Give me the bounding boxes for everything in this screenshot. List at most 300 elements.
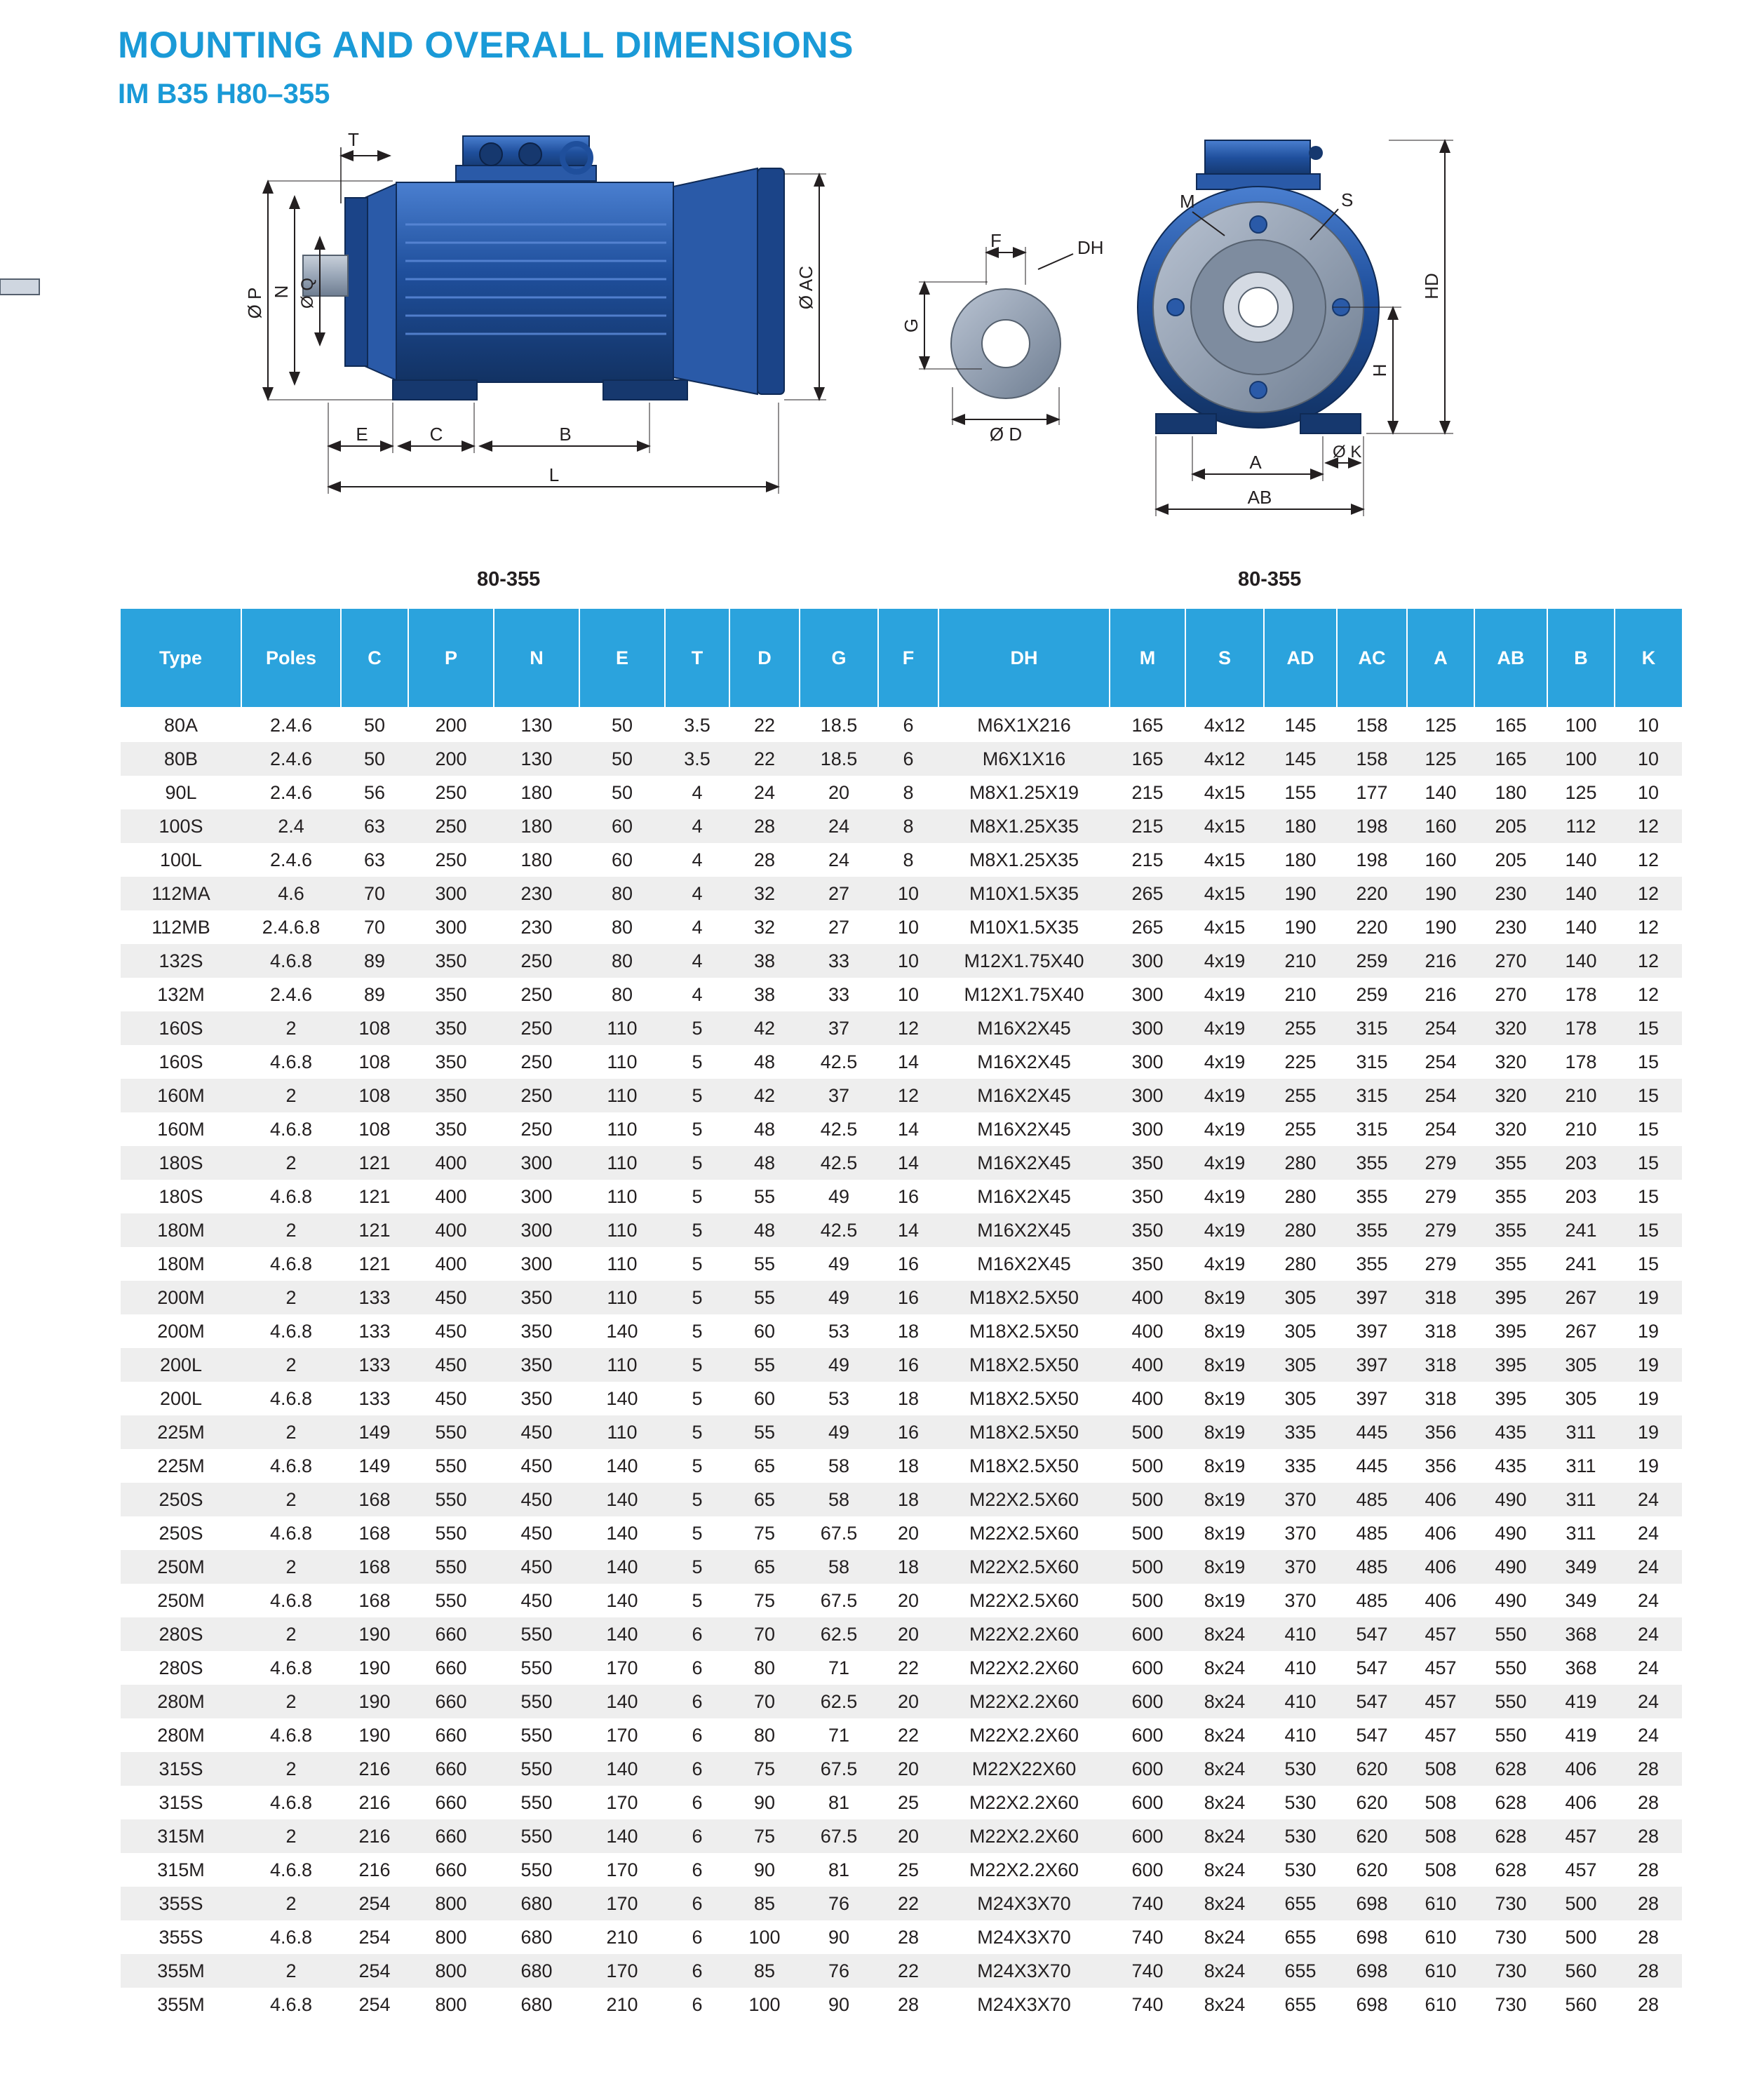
table-cell: 2.4.6 — [241, 742, 341, 776]
table-cell: 485 — [1337, 1483, 1407, 1516]
table-row — [121, 877, 1682, 910]
table-cell: 2 — [241, 1348, 341, 1382]
table-cell: 38 — [729, 944, 800, 978]
table-row — [121, 1247, 1682, 1281]
table-cell: 279 — [1407, 1247, 1474, 1281]
table-row — [121, 1146, 1682, 1180]
table-cell: 305 — [1547, 1348, 1615, 1382]
table-cell: 90 — [800, 1988, 878, 2021]
table-row — [121, 1180, 1682, 1213]
table-cell: 60 — [729, 1314, 800, 1348]
table-cell: 18 — [878, 1382, 938, 1415]
table-cell: M8X1.25X35 — [938, 809, 1110, 843]
table-cell: 140 — [579, 1584, 665, 1617]
table-cell: 254 — [1407, 1112, 1474, 1146]
table-cell: 368 — [1547, 1651, 1615, 1685]
table-cell: 2.4.6 — [241, 843, 341, 877]
table-cell: 315 — [1337, 1011, 1407, 1045]
table-cell: 547 — [1337, 1718, 1407, 1752]
table-cell: 132M — [121, 978, 241, 1011]
table-cell: 8 — [878, 809, 938, 843]
table-cell: 254 — [1407, 1079, 1474, 1112]
table-cell: 100S — [121, 809, 241, 843]
table-cell: 5 — [665, 1045, 729, 1079]
page-header — [118, 25, 854, 109]
table-cell: 311 — [1547, 1483, 1615, 1516]
table-cell: 90 — [729, 1853, 800, 1887]
table-cell: 230 — [494, 877, 579, 910]
table-cell: 12 — [878, 1011, 938, 1045]
table-cell: 4 — [665, 877, 729, 910]
table-cell: 160S — [121, 1045, 241, 1079]
table-cell: 254 — [1407, 1045, 1474, 1079]
table-cell: 500 — [1110, 1483, 1185, 1516]
table-cell: 4 — [665, 944, 729, 978]
table-cell: 53 — [800, 1382, 878, 1415]
table-cell: 300 — [494, 1247, 579, 1281]
table-cell: 24 — [1615, 1617, 1682, 1651]
table-cell: 311 — [1547, 1516, 1615, 1550]
table-cell: 210 — [579, 1988, 665, 2021]
table-cell: 335 — [1264, 1449, 1337, 1483]
table-cell: 110 — [579, 1146, 665, 1180]
table-cell: 350 — [494, 1348, 579, 1382]
table-cell: 550 — [494, 1786, 579, 1819]
table-cell: 265 — [1110, 877, 1185, 910]
table-cell: 18 — [878, 1550, 938, 1584]
svg-text:T: T — [348, 129, 359, 150]
table-cell: 628 — [1474, 1786, 1547, 1819]
table-row — [121, 1281, 1682, 1314]
table-cell: 457 — [1407, 1651, 1474, 1685]
table-cell: 4.6.8 — [241, 1112, 341, 1146]
table-cell: 65 — [729, 1483, 800, 1516]
table-cell: 600 — [1110, 1752, 1185, 1786]
table-cell: 19 — [1615, 1415, 1682, 1449]
table-cell: 108 — [341, 1079, 408, 1112]
table-cell: 300 — [1110, 1079, 1185, 1112]
table-cell: 550 — [408, 1449, 494, 1483]
table-cell: 356 — [1407, 1415, 1474, 1449]
table-cell: 125 — [1407, 742, 1474, 776]
table-cell: 450 — [494, 1415, 579, 1449]
table-cell: 110 — [579, 1112, 665, 1146]
table-cell: 100 — [729, 1920, 800, 1954]
table-cell: 140 — [579, 1382, 665, 1415]
table-cell: M10X1.5X35 — [938, 877, 1110, 910]
table-cell: 4x19 — [1185, 1045, 1264, 1079]
table-cell: 4x12 — [1185, 708, 1264, 742]
table-cell: 149 — [341, 1415, 408, 1449]
table-cell: M22X2.2X60 — [938, 1786, 1110, 1819]
table-cell: 250 — [408, 776, 494, 809]
table-cell: 370 — [1264, 1483, 1337, 1516]
table-cell: 180S — [121, 1180, 241, 1213]
table-cell: 315 — [1337, 1112, 1407, 1146]
table-cell: 20 — [878, 1584, 938, 1617]
dimensions-table-wrapper — [121, 609, 1659, 2021]
table-cell: 4.6.8 — [241, 1584, 341, 1617]
table-cell: 140 — [579, 1752, 665, 1786]
table-cell: 2.4.6.8 — [241, 910, 341, 944]
table-cell: 490 — [1474, 1516, 1547, 1550]
column-header-b: B — [1547, 609, 1615, 708]
svg-text:F: F — [990, 230, 1002, 251]
table-cell: 530 — [1264, 1819, 1337, 1853]
table-cell: 280 — [1264, 1213, 1337, 1247]
table-cell: 121 — [341, 1146, 408, 1180]
table-cell: 8x24 — [1185, 1617, 1264, 1651]
table-cell: 4x15 — [1185, 776, 1264, 809]
table-cell: 198 — [1337, 843, 1407, 877]
table-cell: 140 — [1547, 910, 1615, 944]
table-cell: 410 — [1264, 1685, 1337, 1718]
table-cell: 14 — [878, 1045, 938, 1079]
table-cell: 15 — [1615, 1247, 1682, 1281]
table-cell: 18 — [878, 1449, 938, 1483]
table-cell: 62.5 — [800, 1685, 878, 1718]
table-cell: 305 — [1264, 1382, 1337, 1415]
table-cell: 140 — [579, 1516, 665, 1550]
table-cell: 28 — [1615, 1786, 1682, 1819]
table-cell: 680 — [494, 1887, 579, 1920]
table-cell: 220 — [1337, 877, 1407, 910]
table-cell: 397 — [1337, 1314, 1407, 1348]
table-cell: 16 — [878, 1281, 938, 1314]
table-row — [121, 1651, 1682, 1685]
table-cell: 170 — [579, 1954, 665, 1988]
table-cell: 6 — [665, 1651, 729, 1685]
table-cell: 730 — [1474, 1954, 1547, 1988]
table-cell: 80 — [579, 978, 665, 1011]
table-cell: 6 — [665, 1718, 729, 1752]
table-cell: 125 — [1407, 708, 1474, 742]
table-cell: 6 — [878, 742, 938, 776]
table-cell: 250 — [494, 1011, 579, 1045]
table-cell: M18X2.5X50 — [938, 1281, 1110, 1314]
table-cell: 279 — [1407, 1180, 1474, 1213]
table-cell: 4 — [665, 843, 729, 877]
table-cell: 740 — [1110, 1988, 1185, 2021]
table-cell: 200 — [408, 708, 494, 742]
table-cell: 112 — [1547, 809, 1615, 843]
table-cell: 6 — [665, 1786, 729, 1819]
table-cell: 400 — [408, 1213, 494, 1247]
table-cell: 110 — [579, 1079, 665, 1112]
table-cell: 100L — [121, 843, 241, 877]
table-cell: 655 — [1264, 1954, 1337, 1988]
table-cell: 406 — [1407, 1550, 1474, 1584]
table-cell: 680 — [494, 1954, 579, 1988]
table-cell: 250 — [494, 1079, 579, 1112]
table-cell: 660 — [408, 1786, 494, 1819]
table-cell: 500 — [1110, 1449, 1185, 1483]
table-cell: 254 — [341, 1954, 408, 1988]
table-cell: 255 — [1264, 1079, 1337, 1112]
table-cell: 2.4 — [241, 809, 341, 843]
table-cell: M16X2X45 — [938, 1213, 1110, 1247]
table-cell: 300 — [1110, 978, 1185, 1011]
table-cell: 628 — [1474, 1752, 1547, 1786]
table-row — [121, 1920, 1682, 1954]
table-cell: 450 — [494, 1449, 579, 1483]
table-cell: 457 — [1407, 1617, 1474, 1651]
table-cell: 160 — [1407, 843, 1474, 877]
table-cell: 300 — [1110, 944, 1185, 978]
table-cell: M16X2X45 — [938, 1045, 1110, 1079]
table-cell: 4 — [665, 978, 729, 1011]
table-row — [121, 1988, 1682, 2021]
table-cell: 2 — [241, 1281, 341, 1314]
table-cell: 132S — [121, 944, 241, 978]
table-cell: 300 — [408, 910, 494, 944]
table-cell: 18.5 — [800, 742, 878, 776]
table-cell: 350 — [1110, 1180, 1185, 1213]
table-row — [121, 742, 1682, 776]
table-cell: 355 — [1474, 1213, 1547, 1247]
table-cell: 178 — [1547, 1011, 1615, 1045]
table-cell: 160 — [1407, 809, 1474, 843]
column-header-d: D — [729, 609, 800, 708]
table-cell: 250M — [121, 1584, 241, 1617]
table-row — [121, 1718, 1682, 1752]
table-cell: 315 — [1337, 1045, 1407, 1079]
table-cell: M22X2.2X60 — [938, 1651, 1110, 1685]
table-cell: 62.5 — [800, 1617, 878, 1651]
table-cell: 28 — [1615, 1988, 1682, 2021]
table-cell: 15 — [1615, 1146, 1682, 1180]
table-cell: 660 — [408, 1651, 494, 1685]
table-row — [121, 1685, 1682, 1718]
table-cell: 680 — [494, 1920, 579, 1954]
table-cell: 67.5 — [800, 1584, 878, 1617]
table-cell: 100 — [1547, 708, 1615, 742]
table-cell: 800 — [408, 1954, 494, 1988]
table-cell: 63 — [341, 809, 408, 843]
table-cell: 8x19 — [1185, 1584, 1264, 1617]
table-cell: 315M — [121, 1819, 241, 1853]
table-cell: 355S — [121, 1920, 241, 1954]
table-cell: 270 — [1474, 944, 1547, 978]
table-cell: 280M — [121, 1718, 241, 1752]
table-cell: 20 — [878, 1617, 938, 1651]
table-cell: 198 — [1337, 809, 1407, 843]
table-cell: 76 — [800, 1954, 878, 1988]
table-cell: 42 — [729, 1011, 800, 1045]
table-cell: 530 — [1264, 1853, 1337, 1887]
table-cell: 397 — [1337, 1382, 1407, 1415]
svg-text:G: G — [901, 318, 922, 333]
table-row — [121, 1348, 1682, 1382]
table-cell: 800 — [408, 1988, 494, 2021]
table-cell: 445 — [1337, 1449, 1407, 1483]
dimensions-table — [121, 609, 1682, 2021]
table-cell: 180 — [1474, 776, 1547, 809]
table-cell: 180 — [494, 809, 579, 843]
table-cell: 660 — [408, 1617, 494, 1651]
table-cell: 6 — [665, 1887, 729, 1920]
table-cell: 24 — [1615, 1483, 1682, 1516]
table-cell: 400 — [408, 1146, 494, 1180]
table-cell: 320 — [1474, 1079, 1547, 1112]
table-cell: 410 — [1264, 1651, 1337, 1685]
table-row — [121, 843, 1682, 877]
table-cell: 255 — [1264, 1112, 1337, 1146]
table-cell: 406 — [1407, 1584, 1474, 1617]
table-row — [121, 1954, 1682, 1988]
table-cell: 140 — [579, 1819, 665, 1853]
table-cell: 216 — [341, 1752, 408, 1786]
table-cell: 550 — [408, 1550, 494, 1584]
table-cell: 19 — [1615, 1449, 1682, 1483]
table-cell: M22X2.2X60 — [938, 1685, 1110, 1718]
table-cell: 550 — [1474, 1617, 1547, 1651]
table-cell: 8x24 — [1185, 1786, 1264, 1819]
table-cell: 254 — [1407, 1011, 1474, 1045]
table-cell: 28 — [1615, 1887, 1682, 1920]
table-cell: 190 — [1264, 910, 1337, 944]
table-cell: 560 — [1547, 1954, 1615, 1988]
table-cell: 170 — [579, 1853, 665, 1887]
table-row — [121, 1819, 1682, 1853]
table-cell: M18X2.5X50 — [938, 1348, 1110, 1382]
table-cell: 450 — [494, 1516, 579, 1550]
table-cell: 350 — [408, 1011, 494, 1045]
table-cell: 90L — [121, 776, 241, 809]
column-header-s: S — [1185, 609, 1264, 708]
table-cell: 168 — [341, 1550, 408, 1584]
table-cell: 190 — [1407, 877, 1474, 910]
table-cell: 50 — [579, 708, 665, 742]
table-cell: 550 — [494, 1617, 579, 1651]
table-cell: 200 — [408, 742, 494, 776]
table-cell: 740 — [1110, 1920, 1185, 1954]
table-cell: 145 — [1264, 742, 1337, 776]
column-header-poles: Poles — [241, 609, 341, 708]
table-cell: 81 — [800, 1853, 878, 1887]
table-row — [121, 1112, 1682, 1146]
table-cell: 140 — [579, 1617, 665, 1651]
table-cell: M22X2.5X60 — [938, 1584, 1110, 1617]
table-row — [121, 1752, 1682, 1786]
table-cell: 8x24 — [1185, 1920, 1264, 1954]
table-cell: 4x15 — [1185, 843, 1264, 877]
table-cell: 22 — [729, 708, 800, 742]
table-cell: 698 — [1337, 1887, 1407, 1920]
table-cell: 4x19 — [1185, 1112, 1264, 1146]
table-cell: 205 — [1474, 843, 1547, 877]
svg-text:Ø K: Ø K — [1333, 443, 1362, 462]
table-cell: 168 — [341, 1483, 408, 1516]
table-cell: 280S — [121, 1617, 241, 1651]
table-cell: 315S — [121, 1786, 241, 1819]
table-cell: 280 — [1264, 1146, 1337, 1180]
table-cell: 15 — [1615, 1011, 1682, 1045]
table-cell: 5 — [665, 1011, 729, 1045]
svg-text:HD: HD — [1421, 273, 1442, 299]
table-cell: 216 — [1407, 978, 1474, 1011]
svg-text:M: M — [1180, 191, 1195, 212]
column-header-k: K — [1615, 609, 1682, 708]
table-cell: 395 — [1474, 1281, 1547, 1314]
table-row — [121, 1382, 1682, 1415]
table-cell: 121 — [341, 1180, 408, 1213]
table-cell: 19 — [1615, 1281, 1682, 1314]
table-cell: 110 — [579, 1415, 665, 1449]
table-cell: 60 — [579, 843, 665, 877]
table-cell: 370 — [1264, 1550, 1337, 1584]
table-cell: 110 — [579, 1045, 665, 1079]
table-cell: 4x19 — [1185, 944, 1264, 978]
table-cell: 22 — [878, 1718, 938, 1752]
table-cell: 5 — [665, 1584, 729, 1617]
table-cell: 37 — [800, 1011, 878, 1045]
table-cell: 508 — [1407, 1819, 1474, 1853]
table-cell: 108 — [341, 1011, 408, 1045]
table-cell: 67.5 — [800, 1516, 878, 1550]
table-cell: 2 — [241, 1415, 341, 1449]
table-cell: 2 — [241, 1685, 341, 1718]
table-cell: 318 — [1407, 1314, 1474, 1348]
table-cell: 241 — [1547, 1247, 1615, 1281]
table-cell: 89 — [341, 978, 408, 1011]
table-cell: 255 — [1264, 1011, 1337, 1045]
table-cell: 28 — [1615, 1853, 1682, 1887]
table-cell: 140 — [1547, 843, 1615, 877]
table-cell: 4.6.8 — [241, 1247, 341, 1281]
table-cell: 500 — [1547, 1920, 1615, 1954]
table-cell: 241 — [1547, 1213, 1615, 1247]
table-cell: M22X22X60 — [938, 1752, 1110, 1786]
table-cell: 24 — [1615, 1685, 1682, 1718]
table-cell: 22 — [878, 1887, 938, 1920]
table-cell: 2.4.6 — [241, 776, 341, 809]
table-cell: 250 — [494, 978, 579, 1011]
table-cell: 15 — [1615, 1213, 1682, 1247]
table-cell: 5 — [665, 1213, 729, 1247]
table-cell: 10 — [1615, 776, 1682, 809]
table-cell: M16X2X45 — [938, 1146, 1110, 1180]
table-row — [121, 1079, 1682, 1112]
table-cell: 8x24 — [1185, 1954, 1264, 1988]
table-cell: 140 — [1547, 944, 1615, 978]
table-cell: 550 — [408, 1483, 494, 1516]
table-cell: 20 — [878, 1819, 938, 1853]
table-cell: 110 — [579, 1011, 665, 1045]
table-cell: 250 — [494, 1045, 579, 1079]
table-cell: 19 — [1615, 1348, 1682, 1382]
table-cell: 620 — [1337, 1786, 1407, 1819]
table-cell: 215 — [1110, 809, 1185, 843]
table-cell: 22 — [729, 742, 800, 776]
table-cell: 450 — [494, 1483, 579, 1516]
table-cell: 500 — [1110, 1584, 1185, 1617]
drawings-area — [0, 119, 1764, 596]
table-cell: 168 — [341, 1584, 408, 1617]
table-cell: 450 — [408, 1281, 494, 1314]
table-cell: 75 — [729, 1752, 800, 1786]
table-cell: 16 — [878, 1348, 938, 1382]
table-cell: 547 — [1337, 1685, 1407, 1718]
table-cell: 8x24 — [1185, 1819, 1264, 1853]
table-cell: 178 — [1547, 1045, 1615, 1079]
table-cell: 508 — [1407, 1853, 1474, 1887]
table-cell: 660 — [408, 1718, 494, 1752]
column-header-type: Type — [121, 609, 241, 708]
table-cell: M24X3X70 — [938, 1988, 1110, 2021]
table-cell: 160M — [121, 1079, 241, 1112]
table-cell: 8x19 — [1185, 1281, 1264, 1314]
